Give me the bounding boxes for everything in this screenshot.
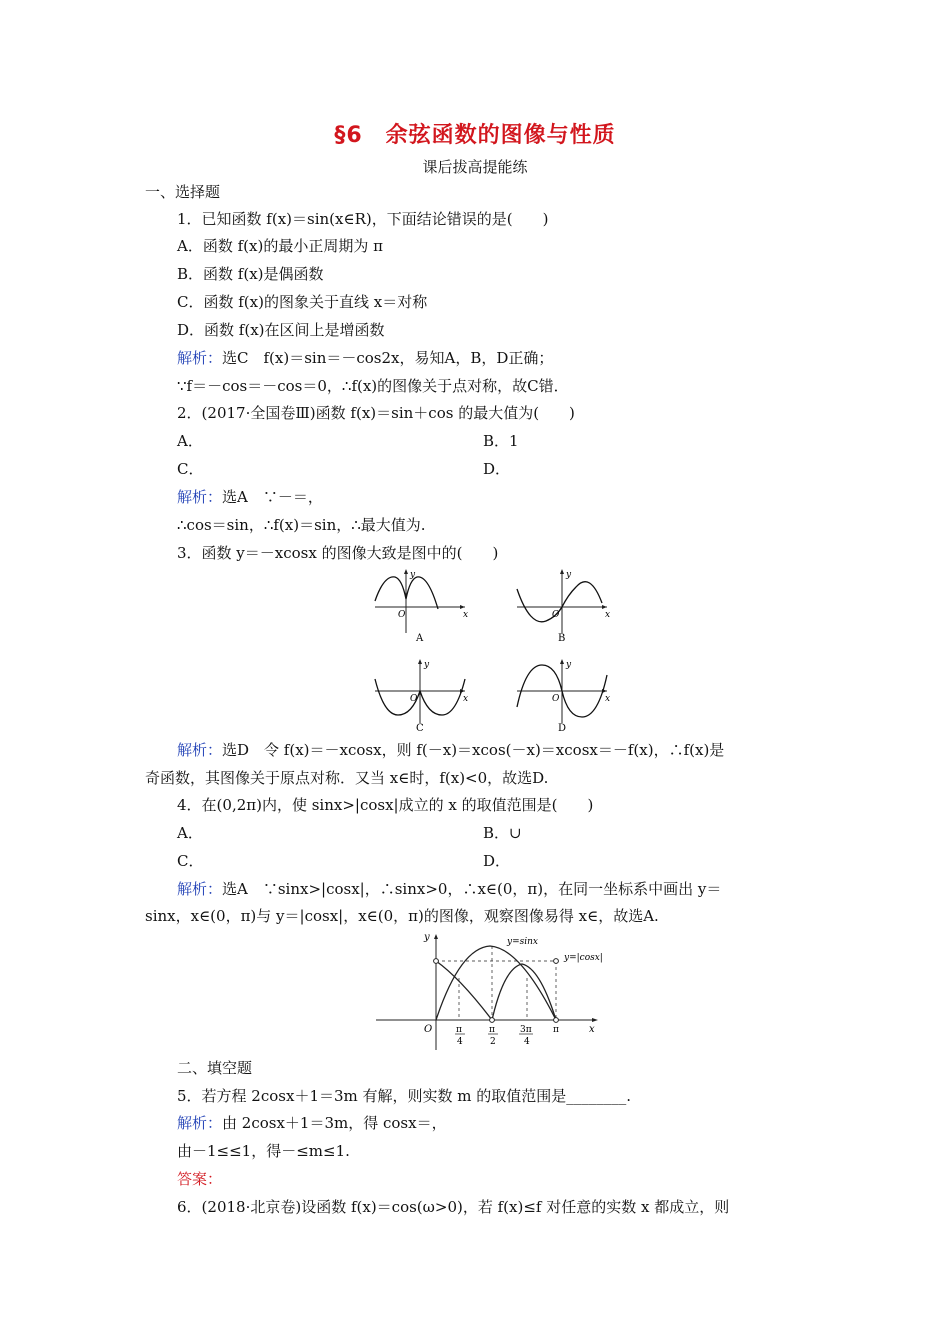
axis-label-x: x bbox=[605, 694, 611, 704]
svg-text:3π: 3π bbox=[520, 1025, 532, 1035]
page-title: §6 余弦函数的图像与性质 bbox=[334, 123, 616, 148]
solution-label: 解析： bbox=[177, 488, 223, 506]
q2-solution-line2: ∴cos＝sin，∴f(x)＝sin，∴最大值为. bbox=[177, 516, 426, 534]
svg-text:2: 2 bbox=[490, 1037, 496, 1047]
svg-text:4: 4 bbox=[524, 1037, 530, 1047]
axis-label-y: y bbox=[410, 570, 416, 580]
q2-solution-line1 bbox=[177, 487, 323, 507]
q2-stem: 2．(2017·全国卷Ⅲ)函数 f(x)＝sin＋cos 的最大值为( ) bbox=[177, 404, 575, 422]
section-heading-choice: 一、选择题 bbox=[145, 183, 221, 201]
graph-c bbox=[375, 659, 468, 734]
q3-solution-text: 选D 令 f(x)＝－xcosx，则 f(－x)＝xcos(－x)＝xcosx＝－f(x)，∴f(x)是 bbox=[222, 741, 725, 759]
tick-pi: π bbox=[553, 1025, 559, 1035]
q4-sin-cos-graph bbox=[370, 928, 610, 1054]
q4-option-b: B．∪ bbox=[483, 824, 522, 842]
q4-stem: 4．在(0,2π)内，使 sinx>|cosx|成立的 x 的取值范围是( ) bbox=[177, 796, 594, 814]
origin-label: O bbox=[552, 610, 560, 620]
graph-label-b: B bbox=[558, 633, 566, 644]
page-subtitle: 课后拔高提能练 bbox=[422, 158, 528, 176]
origin-label: O bbox=[552, 694, 560, 704]
q4-option-c: C． bbox=[177, 852, 204, 870]
tick-pi-over-4 bbox=[455, 1025, 465, 1047]
q3-option-graphs bbox=[370, 565, 620, 737]
q2-option-d: D． bbox=[483, 460, 511, 478]
label-y-abs-cosx: y=|cosx| bbox=[564, 953, 603, 963]
axis-label-y: y bbox=[424, 660, 430, 670]
origin-label: O bbox=[398, 610, 406, 620]
label-y-sinx: y=sinx bbox=[507, 937, 538, 947]
q2-option-b: B．1 bbox=[483, 432, 519, 450]
q1-solution-line1 bbox=[177, 348, 553, 368]
q6-stem: 6．(2018·北京卷)设函数 f(x)＝cos(ω>0)，若 f(x)≤f 对任意的实数 x 都成立，则 bbox=[177, 1198, 730, 1216]
svg-text:π: π bbox=[456, 1025, 462, 1035]
axis-label-x: x bbox=[463, 694, 469, 704]
origin-label: O bbox=[410, 694, 418, 704]
origin-label: O bbox=[424, 1024, 433, 1035]
solution-label: 解析： bbox=[177, 1114, 223, 1132]
tick-3pi-over-4 bbox=[519, 1025, 533, 1047]
q3-solution-line2: 奇函数，其图像关于原点对称．又当 x∈时，f(x)<0，故选D. bbox=[145, 769, 549, 787]
q3-stem: 3．函数 y＝－xcosx 的图像大致是图中的( ) bbox=[177, 544, 499, 562]
q4-option-d: D． bbox=[483, 852, 511, 870]
solution-label: 解析： bbox=[177, 880, 223, 898]
axis-label-x: x bbox=[605, 610, 611, 620]
q4-solution-line1 bbox=[177, 879, 721, 899]
axis-label-y: y bbox=[424, 932, 430, 943]
q1-solution-line2: ∵f＝－cos＝－cos＝0，∴f(x)的图像关于点对称，故C错． bbox=[177, 377, 569, 395]
tick-pi-over-2 bbox=[488, 1025, 498, 1047]
answer-label: 答案： bbox=[177, 1170, 223, 1188]
svg-text:π: π bbox=[489, 1025, 495, 1035]
q1-option-a: A．函数 f(x)的最小正周期为 π bbox=[177, 237, 383, 255]
graph-label-d: D bbox=[558, 723, 567, 734]
q1-stem: 1．已知函数 f(x)＝sin(x∈R)，下面结论错误的是( ) bbox=[177, 210, 549, 228]
q5-solution-line1 bbox=[177, 1113, 447, 1133]
graph-label-c: C bbox=[416, 723, 424, 734]
axis-label-x: x bbox=[463, 610, 469, 620]
q2-option-c: C． bbox=[177, 460, 204, 478]
solution-label: 解析： bbox=[177, 349, 223, 367]
q5-solution-text: 由 2cosx＋1＝3m，得 cosx＝， bbox=[222, 1114, 447, 1132]
q5-solution-line2: 由－1≤≤1，得－≤m≤1. bbox=[177, 1142, 350, 1160]
q2-option-a: A． bbox=[177, 432, 203, 450]
graph-a bbox=[375, 569, 468, 644]
q5-stem: 5．若方程 2cosx＋1＝3m 有解，则实数 m 的取值范围是________. bbox=[177, 1087, 632, 1105]
q4-option-a: A． bbox=[177, 824, 203, 842]
axis-label-y: y bbox=[566, 570, 572, 580]
q2-solution-text: 选A ∵－＝， bbox=[222, 488, 323, 506]
q3-solution-line1 bbox=[177, 740, 724, 760]
q1-option-b: B．函数 f(x)是偶函数 bbox=[177, 265, 324, 283]
q1-option-d: D．函数 f(x)在区间上是增函数 bbox=[177, 321, 385, 339]
graph-label-a: A bbox=[416, 633, 424, 644]
solution-label: 解析： bbox=[177, 741, 223, 759]
graph-b bbox=[517, 569, 610, 644]
svg-text:4: 4 bbox=[457, 1037, 463, 1047]
axis-label-y: y bbox=[566, 660, 572, 670]
q4-solution-text: 选A ∵sinx>|cosx|，∴sinx>0，∴x∈(0，π)，在同一坐标系中画出 y＝ bbox=[222, 880, 722, 898]
section-heading-fill: 二、填空题 bbox=[177, 1059, 253, 1077]
graph-d bbox=[517, 659, 610, 734]
q4-solution-line2: sinx，x∈(0，π)与 y＝|cosx|，x∈(0，π)的图像，观察图像易得 x∈，故选A. bbox=[145, 907, 659, 925]
q1-option-c: C．函数 f(x)的图象关于直线 x＝对称 bbox=[177, 293, 428, 311]
axis-label-x: x bbox=[589, 1024, 595, 1035]
q1-solution-text: 选C f(x)＝sin＝－cos2x，易知A，B，D正确； bbox=[222, 349, 554, 367]
